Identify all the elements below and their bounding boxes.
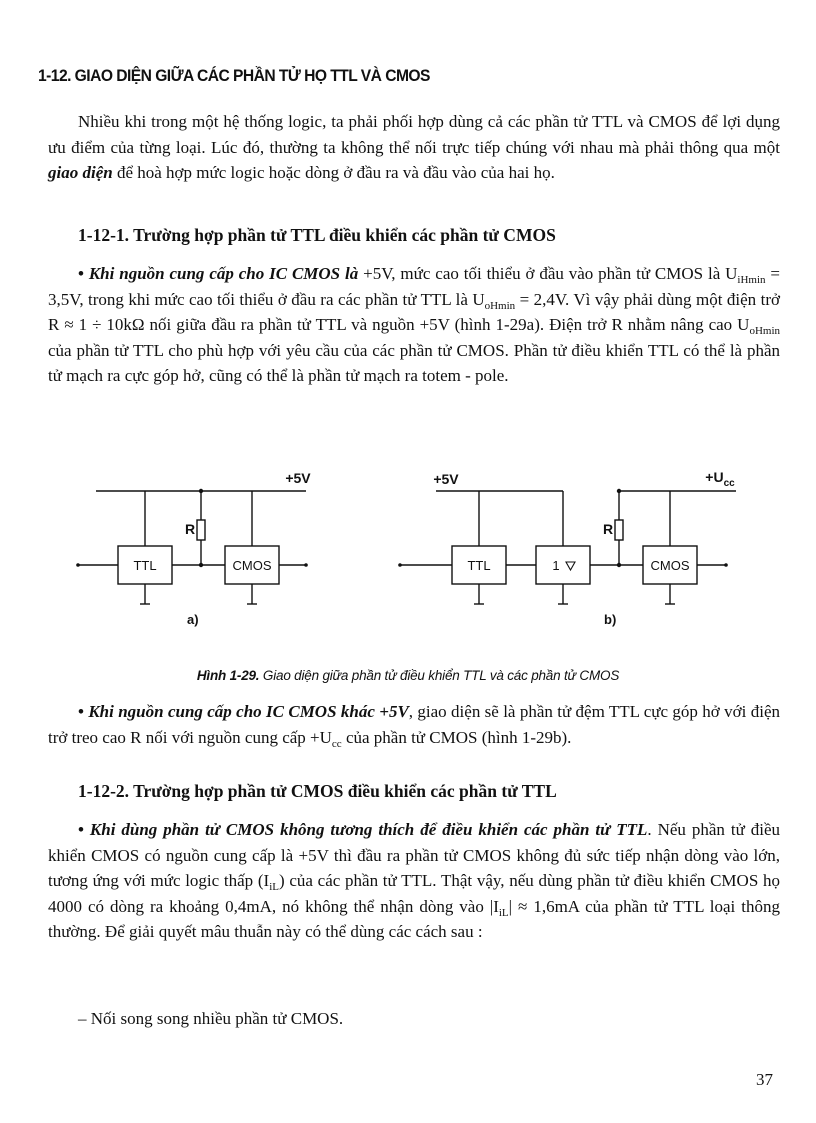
subsection-title-1: 1-12-1. Trường hợp phần tử TTL điều khiển các phần tử CMOS <box>78 225 556 245</box>
figure-b-label: b) <box>604 612 617 627</box>
figure-caption: Hình 1-29. Giao diện giữa phần tử điều khiển TTL và các phần tử CMOS <box>196 668 620 683</box>
resistor-label-b: R <box>603 521 614 537</box>
paragraph-cmos-drives-ttl: • Khi dùng phần tử CMOS không tương thích để điều khiển các phần tử TTL. Nếu phần tử điều khiển CMOS có nguồn cung cấp là +5V thì đầu ra phần tử CMOS không đủ sức tiếp nhận dòng vào lớn, tương ứng với mức logic thấp $(I_{iL})$ của các phần tử TTL. Thật vậy, nếu dùng phần tử điều khiển CMOS họ 4000 có dòng ra khoảng 0,4mA, nó không thể nhận dòng vào $|I_{iL}| \approx 1,6mA$ của phần tử TTL loại thông thường. Để giải quyết mâu thuẫn này có thể dùng các cách sau : <box>48 820 781 942</box>
paragraph-other-supply: • Khi nguồn cung cấp cho IC CMOS khác +5V, giao diện sẽ là phần tử đệm TTL cực góp hở với điện trở treo cao R nối với nguồn cung cấp $+U_{cc}$ của phần tử CMOS (hình 1-29b). <box>48 702 781 750</box>
circuit-b <box>398 469 736 627</box>
buffer-label-b: 1 <box>552 558 560 573</box>
resistor-label-a: R <box>185 521 196 537</box>
supply-label-a: +5V <box>285 470 311 486</box>
paragraph-ttl-drives-cmos: • Khi nguồn cung cấp cho IC CMOS là +5V, mức cao tối thiểu ở đầu vào phần tử CMOS là $U_{iHmin} = 3,5V$, trong khi mức cao tối thiểu ở đầu ra các phần tử TTL là $U_{oHmin} = 2,4V$. Vì vậy phải dùng một điện trở R ≈ 1 ÷ 10kΩ nối giữa đầu ra phần tử TTL và nguồn +5V (hình 1-29a). Điện trở R nhằm nâng cao $U_{oHmin}$ của phần tử TTL cho phù hợp với yêu cầu của các phần tử CMOS. Phần tử điều khiển TTL có thể là phần tử mạch ra cực góp hở, cũng có thể là phần tử mạch ra totem - pole. <box>48 264 781 386</box>
page-number: 37 <box>756 1070 773 1089</box>
bullet: • <box>78 702 84 721</box>
paragraph-lead: Khi nguồn cung cấp cho IC CMOS khác +5V <box>88 702 409 721</box>
emphasis-giao-dien: giao diện <box>48 163 113 183</box>
figure-a-label: a) <box>187 612 199 627</box>
ttl-label-b: TTL <box>467 558 491 573</box>
paragraph-lead: Khi nguồn cung cấp cho IC CMOS là <box>88 264 359 283</box>
intro-paragraph: Nhiều khi trong một hệ thống logic, ta phải phối hợp dùng cả các phần tử TTL và CMOS để lợi dụng ưu điểm của từng loại. Lúc đó, thường ta không thể nối trực tiếp chúng với nhau mà phải thông qua một giao diện để hoà hợp mức logic hoặc dòng ở đầu ra và đầu vào của hai họ. <box>48 112 780 183</box>
section-title: 1-12. GIAO DIỆN GIỮA CÁC PHẦN TỬ HỌ TTL VÀ CMOS <box>38 66 430 85</box>
buffer-gate-b <box>536 546 590 584</box>
paragraph-lead: Khi dùng phần tử CMOS không tương thích để điều khiển các phần tử TTL <box>89 820 648 839</box>
supply-label-b-left: +5V <box>433 471 459 487</box>
bullet: • <box>78 264 84 283</box>
circuit-a <box>76 470 311 627</box>
cmos-label-a: CMOS <box>232 558 272 573</box>
subsection-title-2: 1-12-2. Trường hợp phần tử CMOS điều khiển các phần tử TTL <box>78 781 557 801</box>
supply-label-b-right: $+U_{cc}$ <box>705 469 735 489</box>
list-item-parallel-cmos: – Nối song song nhiều phần tử CMOS. <box>78 1009 344 1028</box>
figure-1-29 <box>48 458 780 638</box>
resistor-r-b <box>615 520 623 540</box>
bullet: • <box>78 820 84 839</box>
resistor-r-a <box>197 520 205 540</box>
open-collector-symbol <box>566 562 575 570</box>
ttl-label-a: TTL <box>133 558 157 573</box>
cmos-label-b: CMOS <box>650 558 690 573</box>
